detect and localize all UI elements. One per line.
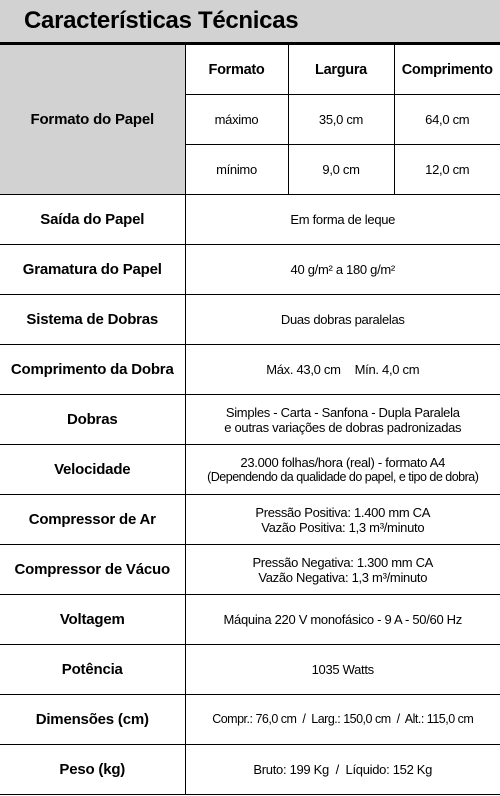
spec-row-power xyxy=(0,645,500,695)
format-min-length: 12,0 cm xyxy=(394,145,500,195)
page-title: Características Técnicas xyxy=(0,0,500,44)
spec-value-line: 40 g/m² a 180 g/m² xyxy=(290,262,395,277)
column-header-largura: Largura xyxy=(288,45,394,95)
spec-label-fold-length: Comprimento da Dobra xyxy=(0,345,185,395)
spec-row-vacuum-compressor xyxy=(0,545,500,595)
format-min-label: mínimo xyxy=(185,145,288,195)
format-min-width: 9,0 cm xyxy=(288,145,394,195)
spec-label-paper-weight: Gramatura do Papel xyxy=(0,245,185,295)
spec-row-speed xyxy=(0,445,500,495)
spec-value-line: Máquina 220 V monofásico - 9 A - 50/60 Hz xyxy=(223,612,462,627)
spec-value-dimensions xyxy=(185,695,500,745)
spec-label-folds: Dobras xyxy=(0,395,185,445)
spec-value-line: Compr.: 76,0 cm / Larg.: 150,0 cm / Alt.: 115,0 cm xyxy=(212,712,474,726)
paper-format-header-row xyxy=(0,45,500,95)
spec-row-weight xyxy=(0,745,500,795)
spec-row-fold-length xyxy=(0,345,500,395)
spec-value-line: (Dependendo da qualidade do papel, e tipo de dobra) xyxy=(207,469,479,484)
spec-label-dimensions: Dimensões (cm) xyxy=(0,695,185,745)
spec-row-voltage xyxy=(0,595,500,645)
spec-value-voltage xyxy=(185,595,500,645)
spec-label-air-compressor: Compressor de Ar xyxy=(0,495,185,545)
spec-row-air-compressor xyxy=(0,495,500,545)
spec-value-folds xyxy=(185,395,500,445)
spec-value-line: Duas dobras paralelas xyxy=(280,312,405,327)
spec-row-paper-weight xyxy=(0,245,500,295)
spec-label-weight: Peso (kg) xyxy=(0,745,185,795)
spec-value-line: Vazão Negativa: 1,3 m³/minuto xyxy=(258,569,428,585)
spec-value-line: e outras variações de dobras padronizadas xyxy=(224,419,462,435)
spec-label-fold-system: Sistema de Dobras xyxy=(0,295,185,345)
spec-value-line: Vazão Positiva: 1,3 m³/minuto xyxy=(261,519,425,535)
spec-row-dimensions xyxy=(0,695,500,745)
spec-value-line: Em forma de leque xyxy=(290,212,396,227)
format-max-width: 35,0 cm xyxy=(288,95,394,145)
column-header-formato: Formato xyxy=(185,45,288,95)
spec-label-power: Potência xyxy=(0,645,185,695)
spec-label-speed: Velocidade xyxy=(0,445,185,495)
format-max-label: máximo xyxy=(185,95,288,145)
spec-label-paper-output: Saída do Papel xyxy=(0,195,185,245)
column-header-comprimento: Comprimento xyxy=(394,45,500,95)
spec-row-fold-system xyxy=(0,295,500,345)
spec-table xyxy=(0,44,500,795)
format-max-length: 64,0 cm xyxy=(394,95,500,145)
spec-value-speed xyxy=(185,445,500,495)
spec-value-line: Pressão Positiva: 1.400 mm CA xyxy=(255,504,431,520)
paper-format-label: Formato do Papel xyxy=(0,45,185,195)
spec-value-vacuum-compressor xyxy=(185,545,500,595)
spec-value-line: Pressão Negativa: 1.300 mm CA xyxy=(252,554,434,570)
spec-value-paper-output xyxy=(185,195,500,245)
spec-value-line: Simples - Carta - Sanfona - Dupla Paralela xyxy=(225,404,460,420)
spec-value-line: Bruto: 199 Kg / Líquido: 152 Kg xyxy=(253,762,433,777)
spec-label-vacuum-compressor: Compressor de Vácuo xyxy=(0,545,185,595)
fold-length-max: Máx. 43,0 cm xyxy=(266,362,341,377)
spec-value-weight xyxy=(185,745,500,795)
spec-value-air-compressor xyxy=(185,495,500,545)
spec-label-voltage: Voltagem xyxy=(0,595,185,645)
spec-value-paper-weight xyxy=(185,245,500,295)
spec-value-line: 1035 Watts xyxy=(311,662,374,677)
spec-value-fold-system xyxy=(185,295,500,345)
spec-row-paper-output xyxy=(0,195,500,245)
spec-value-line: 23.000 folhas/hora (real) - formato A4 xyxy=(240,454,446,470)
spec-row-folds xyxy=(0,395,500,445)
spec-value-fold-length xyxy=(185,345,500,395)
spec-value-power xyxy=(185,645,500,695)
fold-length-min: Mín. 4,0 cm xyxy=(354,362,420,377)
